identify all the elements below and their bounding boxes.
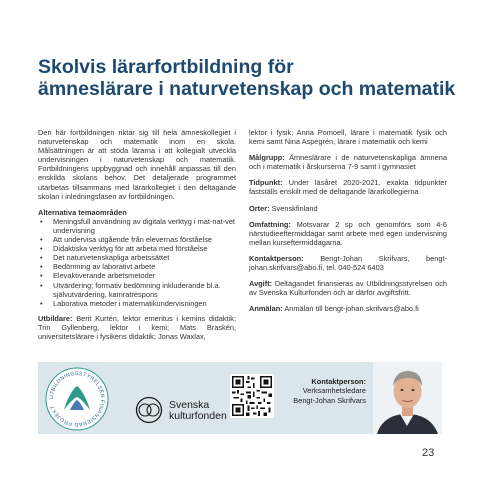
list-item: • Bedömning av laborativt arbete bbox=[53, 262, 236, 271]
signup-text: Anmälan till bengt-johan.skrifvars@abo.fi bbox=[284, 304, 419, 314]
fee-text: Deltagandet finansieras av Utbildningsstyrelsen och av Svenska Kulturfonden och är därför avgiftsfritt. bbox=[249, 279, 447, 298]
contact-role: Verksamhetsledare bbox=[302, 386, 366, 396]
page-title bbox=[38, 56, 458, 100]
utbildningsstyrelsen-seal-logo bbox=[44, 366, 110, 432]
qr-code bbox=[230, 374, 274, 418]
list-item: • Meningsfull användning av digitala verktyg i mat-nat-vet undervisning bbox=[53, 217, 236, 235]
scope-label: Omfattning: bbox=[249, 219, 291, 229]
scope-info bbox=[249, 220, 447, 247]
title-line-1: Skolvis lärarfortbildning för bbox=[38, 56, 294, 78]
svenska-kulturfonden-wordmark bbox=[169, 400, 227, 422]
sk-line-1: Svenska bbox=[169, 399, 210, 411]
trainers-paragraph bbox=[38, 314, 236, 341]
contact-heading: Kontaktperson: bbox=[311, 377, 366, 386]
list-item: • Elevaktiverande arbetsmetoder bbox=[53, 271, 236, 280]
time-text: Under läsåret 2020-2021, exakta tidpunkter fastställs enskilt med de deltagande lärarkollegierna bbox=[249, 178, 447, 197]
trainers-continued: lektor i fysik; Anna Pomoell, lärare i matematik fysik och kemi samt Nina Aspegrén, lärare i matematik och kemi bbox=[249, 128, 447, 147]
svenska-kulturfonden-logo-icon bbox=[135, 396, 163, 424]
contact-name: Bengt-Johan Skrifvars bbox=[293, 395, 366, 405]
place-label: Orter: bbox=[249, 203, 270, 213]
page-number: 23 bbox=[422, 447, 435, 459]
title-line-2: ämneslärare i naturvetenskap och matematik bbox=[38, 78, 456, 100]
contact-label: Kontaktperson: bbox=[249, 253, 304, 263]
intro-paragraph: Den här fortbildningen riktar sig till hela ämneskollegiet i naturvetenskap och matematik inom en skola. Målsättningen är att stöda lärarna i att kollegialt utveckla undervisningen i naturvetenskap och matematik. Fortbildningens uppbyggnad och innehåll anpassas till den enskilda skolans behov. Det detaljerade programmet utarbetas tillsammans med lärarkollegiet i den deltagande skolan i inledningsfasen av fortbildningen. bbox=[38, 128, 236, 201]
themes-heading: Alternativa temaområden bbox=[38, 207, 127, 217]
target-text: Ämneslärare i de naturvetenskapliga ämnena och i matematik i årskurserna 7-9 samt i gymnasiet bbox=[249, 153, 447, 172]
target-label: Målgrupp: bbox=[249, 153, 285, 163]
seal-text: UTBILDNINGSSTYRELSEN FINANSIERAD PROJEKT bbox=[48, 370, 106, 428]
target-group bbox=[249, 153, 447, 171]
list-item: • Laborativa metoder i matematikundervisningen bbox=[53, 299, 236, 308]
fee-label: Avgift: bbox=[249, 279, 273, 289]
list-item: • Utvärdering; formativ bedömning inkluderande bl.a. självutvärdering, kamratrespons bbox=[53, 281, 236, 299]
scope-text: Motsvarar 2 sp och genomförs som 4-6 närstudieeftermiddagar samt arbete med egen undervisning mellan kurseftermiddagarna. bbox=[249, 219, 447, 247]
time-info bbox=[249, 178, 447, 196]
footer-banner bbox=[38, 362, 442, 434]
trainers-text: Berit Kurtén, lektor emeritus i kemins didaktik; Trin Gyllenberg, lektor i kemi; Mats Braskén, universitetslärare i fysikens didaktik; Jonas Waxlax, bbox=[38, 313, 236, 341]
sk-line-2: kulturfonden bbox=[169, 410, 227, 422]
place-text: Svenskfinland bbox=[271, 203, 318, 213]
left-column bbox=[38, 128, 236, 348]
contact-text: Bengt-Johan Skrifvars, bengt-johan.skrifvars@abo.fi, tel. 040-524 6403 bbox=[249, 253, 447, 273]
footer-contact bbox=[274, 377, 366, 405]
place-info bbox=[249, 204, 447, 213]
trainers-label: Utbildare: bbox=[38, 313, 73, 323]
time-label: Tidpunkt: bbox=[249, 178, 283, 188]
fee-info bbox=[249, 279, 447, 297]
list-item: • Att undervisa utgående från elevernas förståelse bbox=[53, 235, 236, 244]
signup-label: Anmälan: bbox=[249, 304, 283, 314]
contact-info bbox=[249, 254, 447, 272]
right-column bbox=[249, 128, 447, 320]
contact-person-photo bbox=[373, 362, 442, 434]
themes-list bbox=[38, 217, 236, 308]
list-item: • Didaktiska verktyg för att arbeta med förståelse bbox=[53, 244, 236, 253]
signup-info bbox=[249, 304, 447, 313]
list-item: • Det naturvetenskapliga arbetssättet bbox=[53, 253, 236, 262]
